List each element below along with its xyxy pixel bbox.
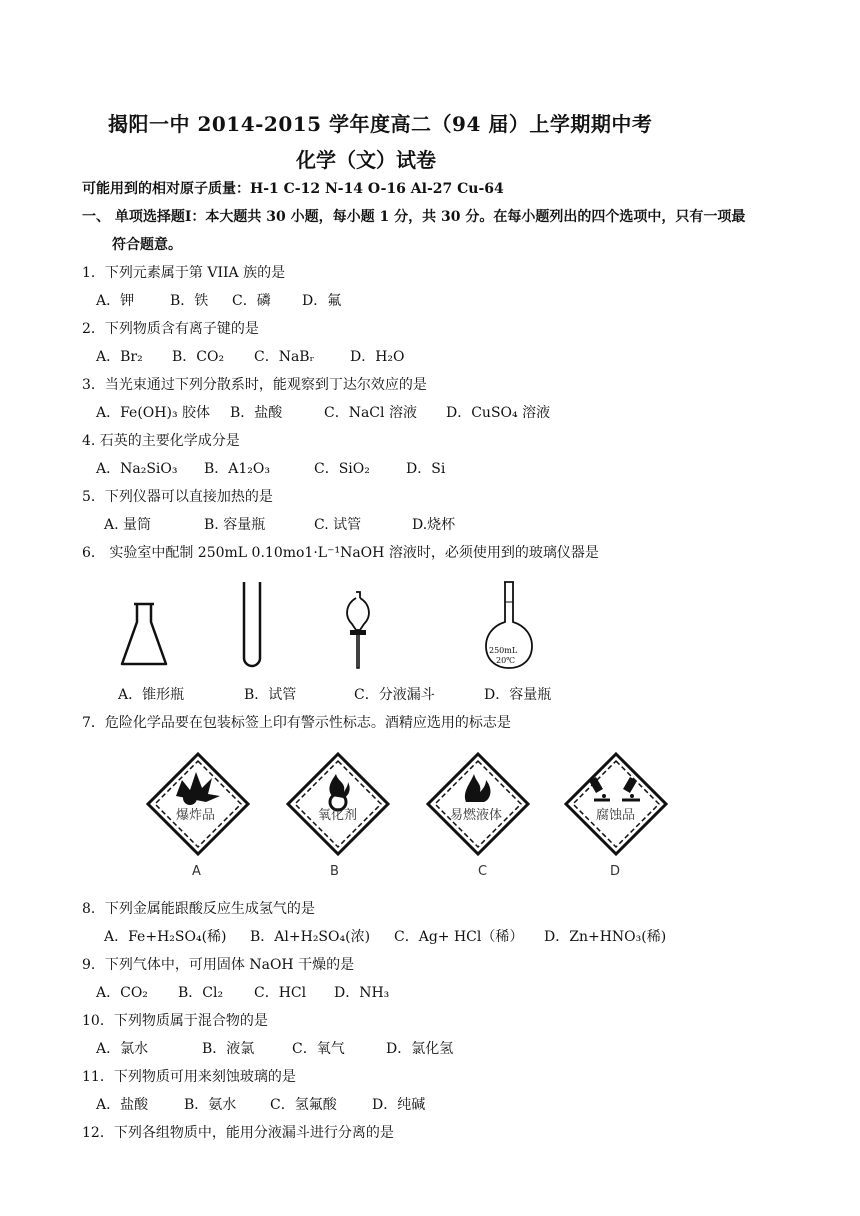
question-9: 9．下列气体中，可用固体 NaOH 干燥的是: [82, 957, 355, 973]
q6-option-d: D．容量瓶: [484, 687, 552, 703]
q11-option-d: D．纯碱: [372, 1097, 426, 1113]
separatory-funnel-icon: [342, 590, 374, 670]
section-heading-cont: 符合题意。: [112, 237, 182, 253]
q1-option-d: D．氟: [302, 293, 342, 309]
atomic-masses: 可能用到的相对原子质量：H-1 C-12 N-14 O-16 Al-27 Cu-64: [82, 181, 504, 197]
q9-option-d: D．NH₃: [334, 985, 390, 1001]
question-11: 11．下列物质可用来刻蚀玻璃的是: [82, 1069, 296, 1085]
q4-option-c: C．SiO₂: [314, 461, 370, 477]
sign-a-label: A: [192, 864, 201, 879]
flask-temp-label: 20℃: [496, 656, 516, 665]
q10-option-a: A．氯水: [96, 1041, 149, 1057]
q3-option-b: B．盐酸: [230, 405, 283, 421]
sign-c-label: C: [478, 864, 488, 879]
sign-c-text: 易燃液体: [450, 808, 503, 823]
q3-option-a: A．Fe(OH)₃ 胶体: [96, 405, 211, 421]
q6-option-c: C．分液漏斗: [354, 687, 435, 703]
question-12: 12．下列各组物质中，能用分液漏斗进行分离的是: [82, 1125, 394, 1141]
q11-option-c: C．氢氟酸: [270, 1097, 337, 1113]
q9-option-b: B．Cl₂: [178, 985, 224, 1001]
q2-option-c: C．NaBᵣ: [254, 349, 315, 365]
q2-option-d: D．H₂O: [350, 349, 405, 365]
q6-option-b: B．试管: [244, 687, 297, 703]
q1-option-c: C．磷: [232, 293, 271, 309]
sign-d-text: 腐蚀品: [596, 808, 636, 823]
question-7: 7．危险化学品要在包装标签上印有警示性标志。酒精应选用的标志是: [82, 715, 511, 731]
sign-d-label: D: [610, 864, 621, 879]
q10-option-b: B．液氯: [202, 1041, 255, 1057]
q2-option-a: A．Br₂: [96, 349, 143, 365]
q1-option-b: B．铁: [170, 293, 209, 309]
q4-option-a: A．Na₂SiO₃: [96, 461, 178, 477]
sign-b-label: B: [330, 864, 339, 879]
q3-option-d: D．CuSO₄ 溶液: [446, 405, 551, 421]
question-6: 6． 实验室中配制 250mL 0.10mo1·L⁻¹NaOH 溶液时，必须使用到的玻璃仪器是: [82, 545, 599, 561]
question-4: 4. 石英的主要化学成分是: [82, 433, 240, 449]
q9-option-c: C．HCl: [254, 985, 307, 1001]
q5-option-d: D.烧杯: [412, 517, 456, 533]
q5-option-a: A. 量筒: [104, 517, 152, 533]
q8-option-a: A．Fe+H₂SO₄(稀): [104, 929, 227, 945]
q11-option-b: B．氨水: [184, 1097, 237, 1113]
question-8: 8．下列金属能跟酸反应生成氢气的是: [82, 901, 315, 917]
q4-option-d: D．Si: [406, 461, 446, 477]
sign-b-text: 氧化剂: [318, 808, 358, 823]
exam-title-line2: 化学（文）试卷: [296, 148, 436, 172]
q10-option-c: C．氧气: [292, 1041, 345, 1057]
q8-option-b: B．Al+H₂SO₄(浓): [250, 929, 371, 945]
question-3: 3．当光束通过下列分散系时，能观察到丁达尔效应的是: [82, 377, 427, 393]
q8-option-d: D．Zn+HNO₃(稀): [544, 929, 667, 945]
q9-option-a: A．CO₂: [96, 985, 148, 1001]
q2-option-b: B．CO₂: [172, 349, 225, 365]
exam-title-line1: 揭阳一中 2014-2015 学年度高二（94 届）上学期期中考: [108, 112, 653, 136]
question-10: 10．下列物质属于混合物的是: [82, 1013, 268, 1029]
question-2: 2．下列物质含有离子键的是: [82, 321, 259, 337]
sign-a-text: 爆炸品: [176, 808, 216, 823]
section-heading: 一、 单项选择题Ⅰ：本大题共 30 小题，每小题 1 分，共 30 分。在每小题列出的四个选项中，只有一项最: [82, 209, 746, 225]
q10-option-d: D．氯化氢: [386, 1041, 454, 1057]
q8-option-c: C．Ag+ HCl（稀）: [394, 929, 524, 945]
q11-option-a: A．盐酸: [96, 1097, 149, 1113]
conical-flask-icon: [118, 602, 170, 668]
flask-volume-label: 250mL: [489, 646, 518, 655]
q5-option-c: C. 试管: [314, 517, 362, 533]
question-5: 5．下列仪器可以直接加热的是: [82, 489, 273, 505]
question-1: 1．下列元素属于第 VIIA 族的是: [82, 265, 286, 281]
test-tube-icon: [240, 580, 264, 670]
q4-option-b: B．A1₂O₃: [204, 461, 271, 477]
q5-option-b: B. 容量瓶: [204, 517, 266, 533]
q1-option-a: A．钾: [96, 293, 135, 309]
q6-option-a: A．锥形瓶: [118, 687, 185, 703]
q3-option-c: C．NaCl 溶液: [324, 405, 417, 421]
